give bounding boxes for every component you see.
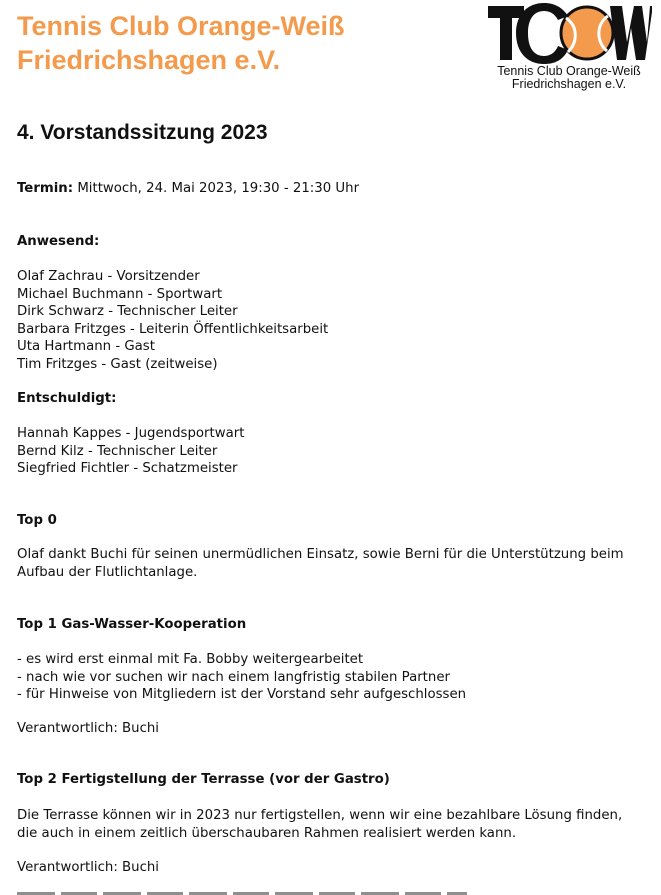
logo-subtitle-line2: Friedrichshagen e.V. bbox=[511, 77, 627, 91]
document-title: 4. Vorstandssitzung 2023 bbox=[17, 121, 268, 144]
tcow-logo-mark bbox=[486, 2, 652, 66]
top1-responsible: Verantwortlich: Buchi bbox=[17, 721, 160, 736]
top2-text-line: Die Terrasse können wir in 2023 nur fertigstellen, wenn wir eine bezahlbare Lösung finden, bbox=[17, 808, 623, 823]
attendee-item: Michael Buchmann - Sportwart bbox=[17, 286, 223, 302]
top1-bullet: - nach wie vor suchen wir nach einem langfristig stabilen Partner bbox=[17, 669, 450, 685]
top1-bullets bbox=[17, 651, 647, 704]
logo-subtitle-line1: Tennis Club Orange-Weiß bbox=[497, 64, 641, 78]
termin-label: Termin: bbox=[17, 181, 74, 196]
cut-off-next-line bbox=[17, 889, 467, 895]
top0-text-line: Olaf dankt Buchi für seinen unermüdlichen Einsatz, sowie Berni für die Unterstützung beim bbox=[17, 547, 624, 562]
top0-text bbox=[17, 546, 647, 581]
club-logo bbox=[484, 2, 654, 98]
excused-item: Bernd Kilz - Technischer Leiter bbox=[17, 443, 218, 459]
top1-bullet: - es wird erst einmal mit Fa. Bobby weitergearbeitet bbox=[17, 652, 364, 667]
entschuldigt-heading: Entschuldigt: bbox=[17, 391, 117, 406]
excused-item: Hannah Kappes - Jugendsportwart bbox=[17, 426, 245, 441]
club-name-line2: Friedrichshagen e.V. bbox=[17, 45, 281, 75]
anwesend-list bbox=[17, 268, 647, 373]
attendee-item: Dirk Schwarz - Technischer Leiter bbox=[17, 304, 238, 319]
attendee-item: Tim Fritzges - Gast (zeitweise) bbox=[17, 356, 218, 372]
top1-bullet: - für Hinweise von Mitgliedern ist der Vorstand sehr aufgeschlossen bbox=[17, 687, 467, 702]
anwesend-heading: Anwesend: bbox=[17, 234, 100, 249]
logo-subtitle bbox=[484, 65, 654, 91]
top0-heading: Top 0 bbox=[17, 513, 57, 528]
top2-text bbox=[17, 807, 647, 842]
termin-value: Mittwoch, 24. Mai 2023, 19:30 - 21:30 Uhr bbox=[77, 181, 360, 196]
attendee-item: Olaf Zachrau - Vorsitzender bbox=[17, 269, 200, 284]
club-name-heading bbox=[17, 9, 345, 77]
top0-text-line: Aufbau der Flutlichtanlage. bbox=[17, 564, 198, 580]
entschuldigt-list bbox=[17, 425, 647, 478]
attendee-item: Barbara Fritzges - Leiterin Öffentlichkeitsarbeit bbox=[17, 321, 329, 337]
top1-heading: Top 1 Gas-Wasser-Kooperation bbox=[17, 617, 247, 632]
top2-text-line: die auch in einem zeitlich überschaubaren Rahmen realisiert werden kann. bbox=[17, 825, 517, 841]
club-name-line1: Tennis Club Orange-Weiß bbox=[17, 11, 345, 41]
top2-heading: Top 2 Fertigstellung der Terrasse (vor der Gastro) bbox=[17, 772, 390, 787]
top2-responsible: Verantwortlich: Buchi bbox=[17, 860, 160, 875]
excused-item: Siegfried Fichtler - Schatzmeister bbox=[17, 461, 238, 476]
termin-line bbox=[17, 180, 647, 198]
attendee-item: Uta Hartmann - Gast bbox=[17, 339, 155, 354]
